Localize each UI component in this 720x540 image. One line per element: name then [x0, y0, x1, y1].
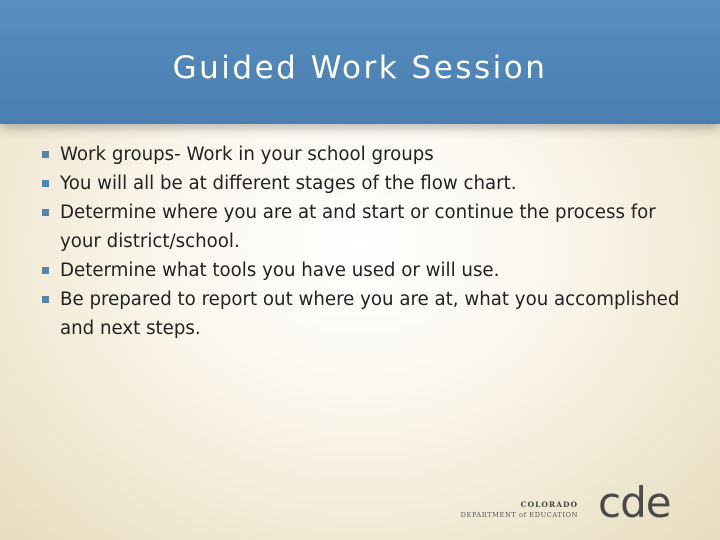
logo-wordmark: [461, 499, 578, 521]
square-bullet-icon: [42, 296, 49, 303]
bullet-list: [42, 140, 692, 343]
logo-mark: cde: [598, 478, 671, 527]
bullet-text: Determine where you are at and start or continue the process for your district/school.: [60, 202, 656, 252]
square-bullet-icon: [42, 209, 49, 216]
bullet-item: [42, 198, 692, 256]
bullet-text: Work groups- Work in your school groups: [60, 144, 434, 165]
logo-line-colorado: COLORADO: [520, 500, 578, 509]
bullet-text: You will all be at different stages of the flow chart.: [60, 173, 517, 194]
bullet-text: Determine what tools you have used or will use.: [60, 260, 500, 281]
square-bullet-icon: [42, 180, 49, 187]
bullet-item: [42, 256, 692, 285]
bullet-text: Be prepared to report out where you are at, what you accomplished and next steps.: [60, 289, 680, 339]
bullet-item: [42, 169, 692, 198]
square-bullet-icon: [42, 151, 49, 158]
title-bar: [0, 0, 720, 124]
logo-line-department: DEPARTMENT of EDUCATION: [460, 511, 578, 519]
slide-title: Guided Work Session: [172, 50, 548, 86]
square-bullet-icon: [42, 267, 49, 274]
bullet-item: [42, 140, 692, 169]
bullet-item: [42, 285, 692, 343]
cde-logo: [460, 478, 698, 527]
